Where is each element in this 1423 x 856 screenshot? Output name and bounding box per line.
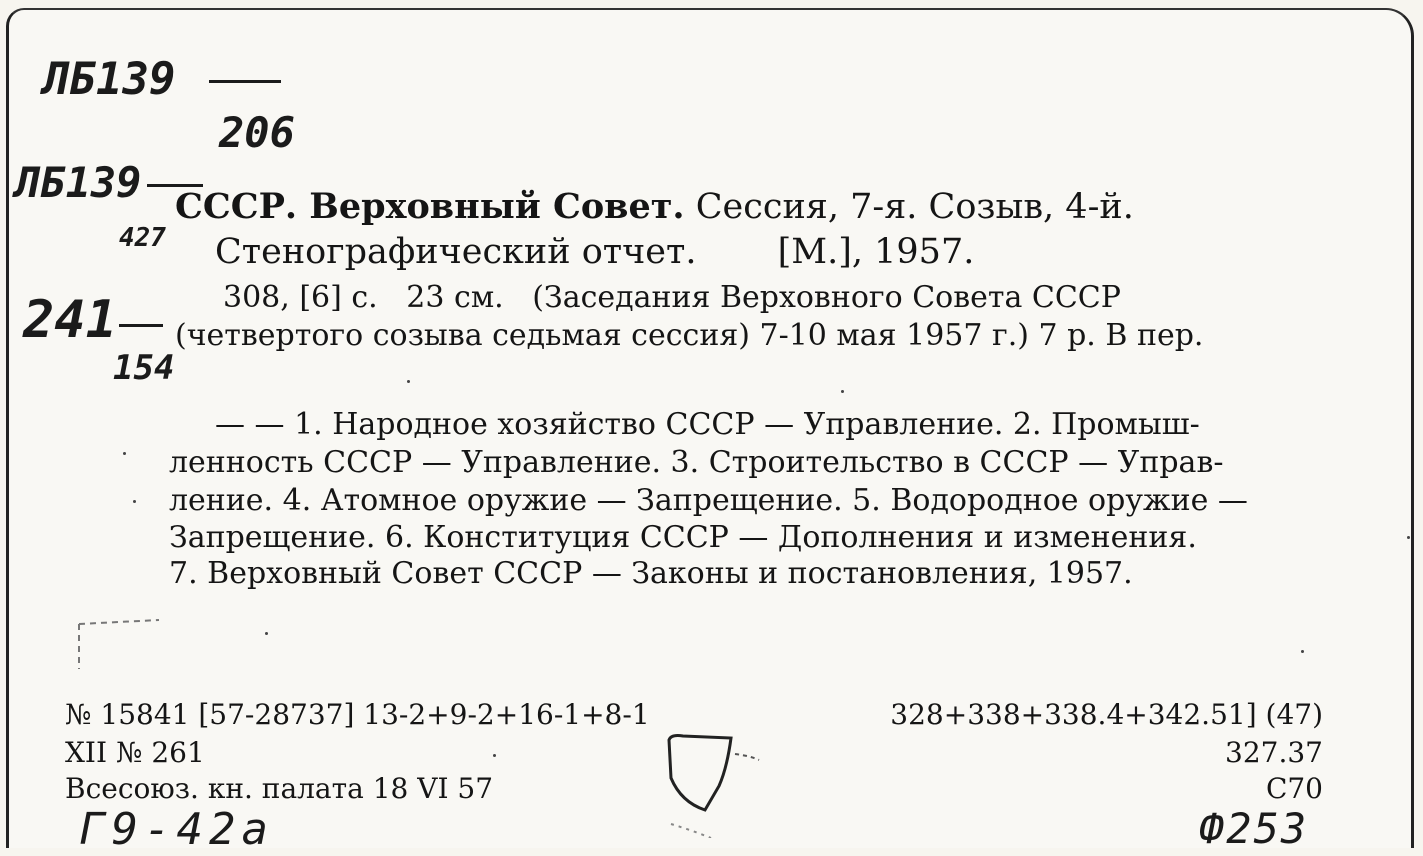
collation-line-1: 308, [6] с. 23 см. (Заседания Верховного Совета СССР bbox=[223, 280, 1121, 315]
collation-line-2: (четвертого созыва седьмая сессия) 7-10 мая 1957 г.) 7 р. В пер. bbox=[175, 318, 1204, 353]
subjects-line-3: ление. 4. Атомное оружие — Запрещение. 5. Водородное оружие — bbox=[169, 483, 1248, 518]
footer-code: С70 bbox=[1265, 772, 1323, 805]
speck bbox=[1301, 650, 1304, 653]
speck bbox=[1407, 536, 1410, 539]
speck bbox=[841, 390, 844, 393]
shelfmark-b-number: 427 bbox=[119, 223, 166, 253]
shelfmark-a-rule bbox=[209, 80, 281, 83]
entry-title: Стенографический отчет. bbox=[215, 232, 697, 272]
entry-title-line bbox=[215, 232, 974, 272]
speck bbox=[265, 632, 268, 635]
subjects-line-5: 7. Верховный Совет СССР — Законы и постановления, 1957. bbox=[169, 556, 1133, 591]
speck bbox=[407, 380, 410, 383]
shelfmark-a: ЛБ139 bbox=[43, 54, 176, 105]
shelfmark-b: ЛБ139 bbox=[15, 158, 142, 207]
subjects-line-1: — — 1. Народное хозяйство СССР — Управление. 2. Промыш- bbox=[215, 407, 1200, 442]
subjects-line-4: Запрещение. 6. Конституция СССР — Дополнения и изменения. bbox=[169, 520, 1197, 555]
shelfmark-a-number: 206 bbox=[219, 108, 295, 157]
footer-chamber-line: Всесоюз. кн. палата 18 VI 57 bbox=[65, 772, 494, 805]
entry-imprint: [М.], 1957. bbox=[777, 232, 975, 272]
footer-udc: 327.37 bbox=[1225, 736, 1323, 769]
pencil-bracket bbox=[69, 614, 189, 674]
entry-heading bbox=[175, 186, 1134, 227]
footer-classification: 328+338+338.4+342.51] (47) bbox=[890, 698, 1323, 731]
shelfmark-c-number: 154 bbox=[113, 348, 175, 388]
entry-heading-rest: Сессия, 7-я. Созыв, 4-й. bbox=[695, 187, 1134, 227]
footer-number-line: № 15841 [57-28737] 13-2+9-2+16-1+8-1 bbox=[65, 698, 650, 731]
library-stamp-mark bbox=[661, 728, 771, 838]
shelfmark-c: 241 bbox=[23, 290, 117, 350]
shelfmark-c-rule bbox=[119, 324, 163, 327]
entry-heading-bold: СССР. Верховный Совет. bbox=[175, 186, 685, 227]
speck bbox=[123, 452, 126, 455]
inventory-number-left: Г9-42а bbox=[79, 804, 274, 855]
footer-issue-line: XII № 261 bbox=[65, 736, 205, 769]
speck bbox=[493, 754, 496, 757]
catalog-card bbox=[6, 8, 1414, 855]
subjects-line-2: ленность СССР — Управление. 3. Строительство в СССР — Управ- bbox=[169, 445, 1224, 480]
inventory-number-right: Ф253 bbox=[1199, 804, 1309, 853]
speck bbox=[133, 500, 136, 503]
